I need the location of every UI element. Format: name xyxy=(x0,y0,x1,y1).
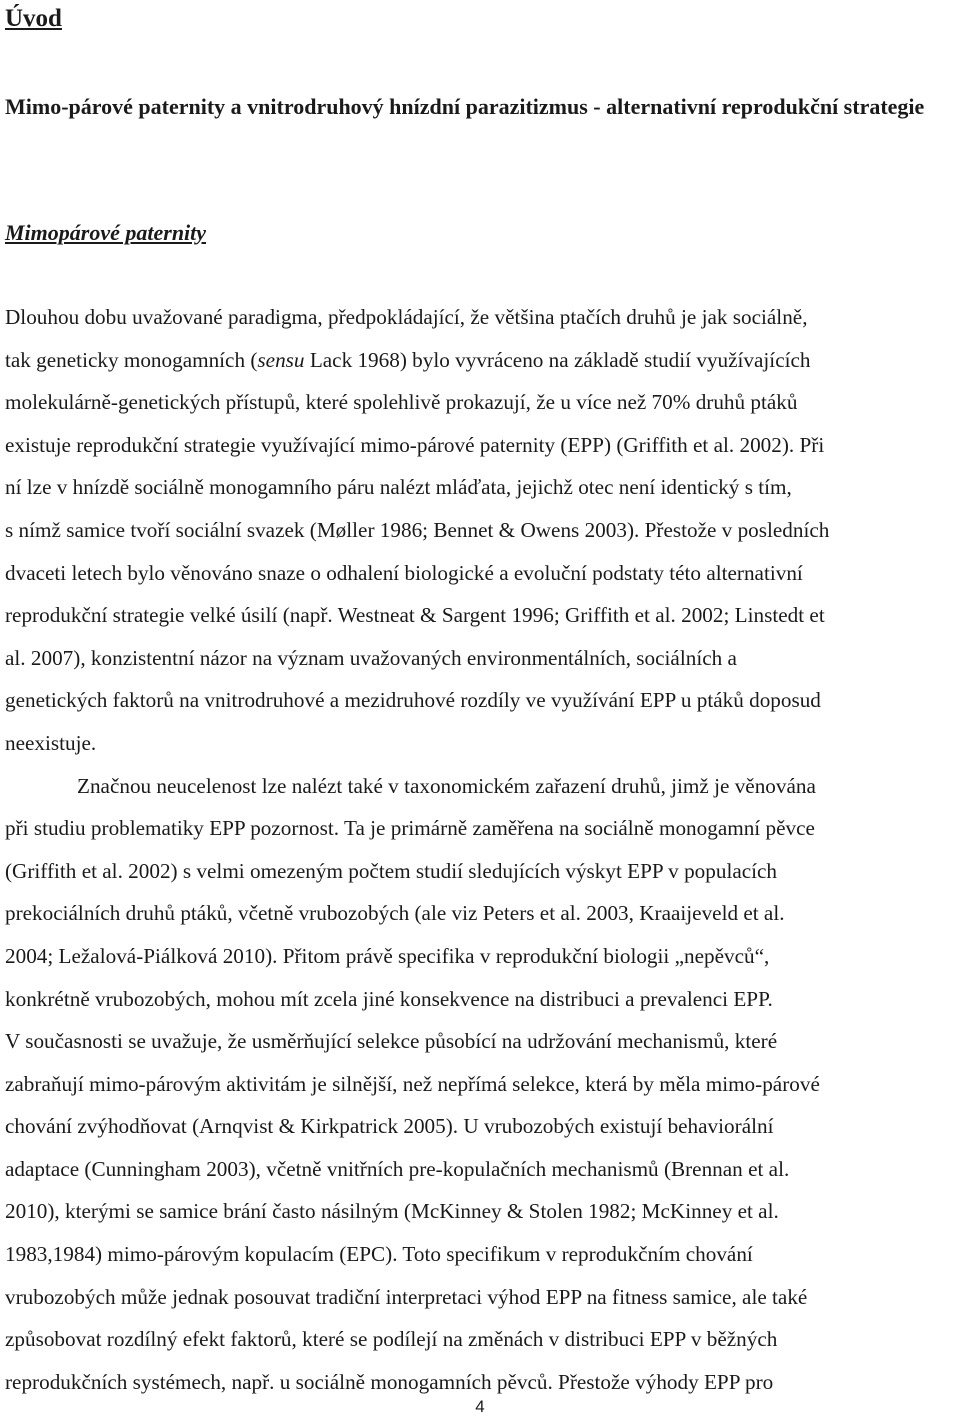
page-number: 4 xyxy=(475,1397,485,1416)
text-line-12-content: Značnou neucelenost lze nalézt také v taxonomickém zařazení druhů, jimž je věnována xyxy=(77,773,816,798)
section-title: Mimo-párové paternity a vnitrodruhový hnízdní parazitizmus - alternativní reprodukční strategie xyxy=(5,94,925,119)
text-line-14: (Griffith et al. 2002) s velmi omezeným počtem studií sledujících výskyt EPP v populacích xyxy=(5,858,778,883)
text-line-21: adaptace (Cunningham 2003), včetně vnitřních pre-kopulačních mechanismů (Brennan et al. xyxy=(5,1156,790,1181)
text-line-25: způsobovat rozdílný efekt faktorů, které se podílejí na změnách v distribuci EPP v běžných xyxy=(5,1327,778,1352)
text-line-24: vrubozobých může jednak posouvat tradiční interpretaci výhod EPP na fitness samice, ale také xyxy=(5,1284,808,1309)
text-line-26: reprodukčních systémech, např. u sociálně monogamních pěvců. Přestože výhody EPP pro xyxy=(5,1369,774,1394)
text-line-16: 2004; Ležalová-Piálková 2010). Přitom právě specifika v reprodukční biologii „nepěvců“, xyxy=(5,943,770,968)
text-line-22: 2010), kterými se samice brání často násilným (McKinney & Stolen 1982; McKinney et al. xyxy=(5,1199,779,1224)
text-line-2 xyxy=(5,339,955,382)
text-line-19: zabraňují mimo-párovým aktivitám je silnější, než nepřímá selekce, která by měla mimo-párové xyxy=(5,1071,820,1096)
subsection-title: Mimopárové paternity xyxy=(5,220,207,245)
text-line-13: při studiu problematiky EPP pozornost. Ta je primárně zaměřena na sociálně monogamní pěvce xyxy=(5,816,815,841)
text-line-12 xyxy=(5,765,955,808)
text-line-1: Dlouhou dobu uvažované paradigma, předpokládající, že většina ptačích druhů je jak sociálně, xyxy=(5,305,808,329)
text-line-15: prekociálních druhů ptáků, včetně vrubozobých (ale viz Peters et al. 2003, Kraaijeveld et al. xyxy=(5,901,785,926)
text-line-20: chování zvýhodňovat (Arnqvist & Kirkpatrick 2005). U vrubozobých existují behaviorální xyxy=(5,1114,774,1139)
text-line-7: dvaceti letech bylo věnováno snaze o odhalení biologické a evoluční podstaty této alternativní xyxy=(5,560,803,585)
text-line-8: reprodukční strategie velké úsilí (např. Westneat & Sargent 1996; Griffith et al. 2002; Linstedt et xyxy=(5,603,825,628)
text-line-23: 1983,1984) mimo-párovým kopulacím (EPC). Toto specifikum v reprodukčním chování xyxy=(5,1242,753,1267)
chapter-heading: Úvod xyxy=(5,5,62,32)
text-line-17: konkrétně vrubozobých, mohou mít zcela jiné konsekvence na distribuci a prevalenci EPP. xyxy=(5,986,773,1011)
text-line-11: neexistuje. xyxy=(5,730,97,755)
text-line-2-part-b: Lack 1968) bylo vyvráceno na základě studií využívajících xyxy=(304,347,811,372)
text-line-2-part-a: tak geneticky monogamních ( xyxy=(5,347,258,372)
text-line-5: ní lze v hnízdě sociálně monogamního páru nalézt mláďata, jejichž otec není identický s tím, xyxy=(5,475,792,500)
text-line-3: molekulárně-genetických přístupů, které spolehlivě prokazují, že u více než 70% druhů ptáků xyxy=(5,390,798,415)
text-line-18: V současnosti se uvažuje, že usměrňující selekce působící na udržování mechanismů, které xyxy=(5,1029,778,1054)
text-line-2-italic: sensu xyxy=(257,347,305,372)
body-text xyxy=(5,296,955,1403)
text-line-4: existuje reprodukční strategie využívající mimo-párové paternity (EPP) (Griffith et al. 2002). Při xyxy=(5,432,825,457)
text-line-9: al. 2007), konzistentní názor na význam uvažovaných environmentálních, sociálních a xyxy=(5,645,737,670)
text-line-10: genetických faktorů na vnitrodruhové a mezidruhové rozdíly ve využívání EPP u ptáků doposud xyxy=(5,688,821,713)
text-line-6: s nímž samice tvoří sociální svazek (Møller 1986; Bennet & Owens 2003). Přestože v posledních xyxy=(5,517,830,542)
